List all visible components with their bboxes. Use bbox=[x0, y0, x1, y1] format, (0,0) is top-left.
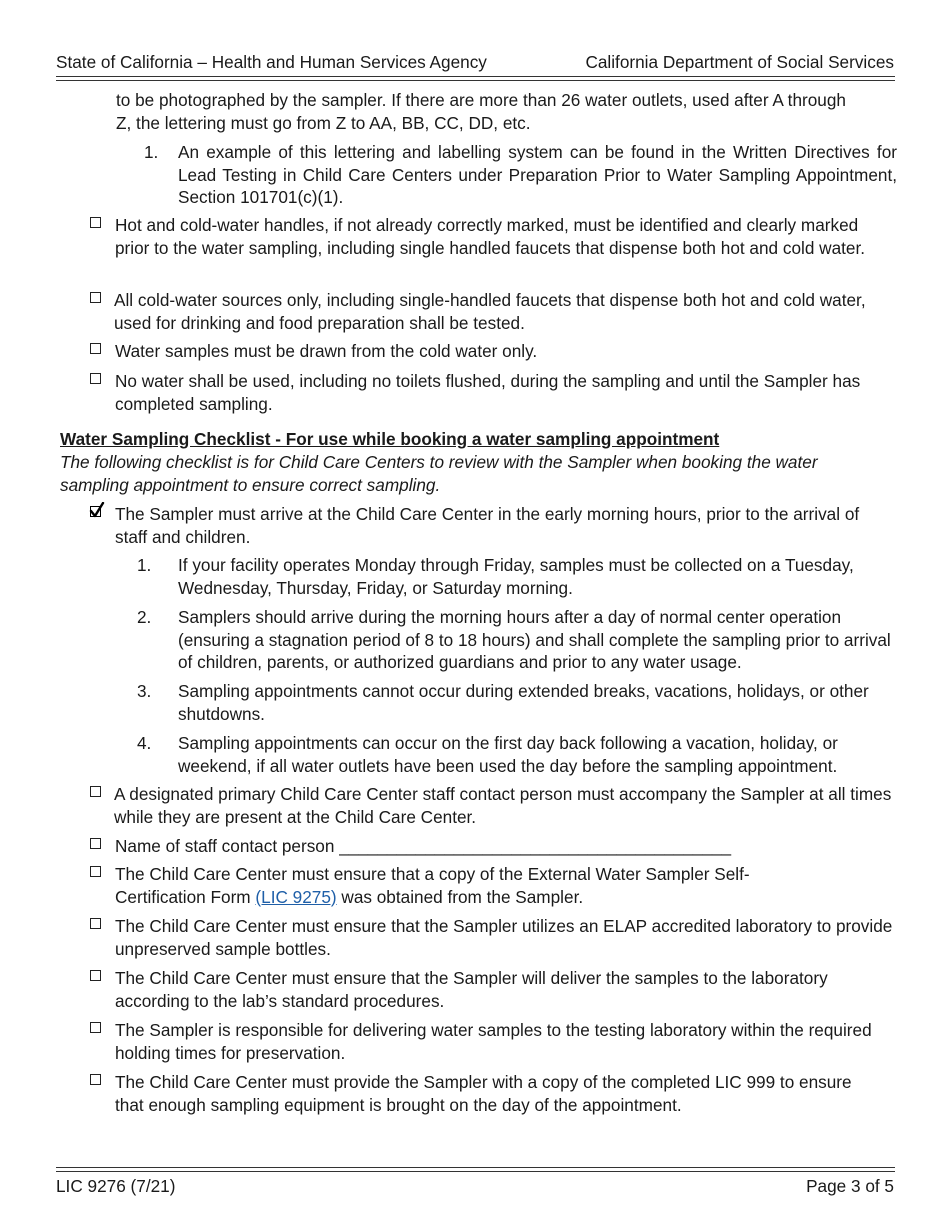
checklist-item: A designated primary Child Care Center staff contact person must accompany the Sampler at all times while they are present at the Child Care Center. bbox=[114, 784, 892, 827]
checklist-item: The Sampler is responsible for delivering water samples to the testing laboratory within the required holding times for preservation. bbox=[115, 1020, 872, 1063]
header-agency: State of California – Health and Human Services Agency bbox=[56, 52, 487, 72]
checkbox[interactable] bbox=[90, 373, 101, 384]
checklist-item: All cold-water sources only, including single-handled faucets that dispense both hot and cold water, used for drinking and food preparation shall be tested. bbox=[114, 290, 866, 333]
checklist-item: The Sampler must arrive at the Child Care Center in the early morning hours, prior to the arrival of staff and children. bbox=[115, 504, 860, 547]
checkbox[interactable] bbox=[90, 1074, 101, 1085]
checkbox[interactable] bbox=[90, 866, 101, 877]
intro-sub-number: 1. bbox=[144, 142, 159, 162]
checklist-item: The Child Care Center must provide the Sampler with a copy of the completed LIC 999 to ensure that enough sampling equipment is brought on the day of the appointment. bbox=[115, 1072, 852, 1115]
checkbox[interactable] bbox=[90, 1022, 101, 1033]
checkbox-checked[interactable] bbox=[90, 506, 101, 517]
sub-item: Sampling appointments cannot occur during extended breaks, vacations, holidays, or other shutdowns. bbox=[178, 681, 869, 724]
footer-rule-bottom bbox=[56, 1171, 895, 1172]
staff-contact-line bbox=[115, 835, 895, 858]
intro-continuation: to be photographed by the sampler. If there are more than 26 water outlets, used after A through Z, the lettering must go from Z to AA, BB, CC, DD, etc. bbox=[116, 90, 846, 133]
sub-number: 1. bbox=[137, 555, 152, 575]
checklist-item: Hot and cold-water handles, if not already correctly marked, must be identified and clearly marked prior to the water sampling, including single handled faucets that dispense both hot and cold water. bbox=[115, 215, 866, 258]
section-heading: Water Sampling Checklist - For use while booking a water sampling appointment bbox=[60, 429, 720, 449]
intro-sub-text: An example of this lettering and labelling system can be found in the Written Directives for Lead Testing in Child Care Centers under Preparation Prior to Water Sampling Appointment, Section 101701(c)(1). bbox=[178, 142, 897, 207]
page-header bbox=[56, 51, 894, 75]
form-text-before: The Child Care Center must ensure that a copy of the External Water Sampler Self-Certification Form bbox=[115, 864, 750, 907]
section-intro: The following checklist is for Child Care Centers to review with the Sampler when booking the water sampling appointment to ensure correct sampling. bbox=[60, 452, 818, 495]
sub-number: 3. bbox=[137, 681, 152, 701]
sub-item: If your facility operates Monday through Friday, samples must be collected on a Tuesday, Wednesday, Thursday, Friday, or Saturday morning. bbox=[178, 555, 854, 598]
sub-number: 4. bbox=[137, 733, 152, 753]
staff-contact-label: Name of staff contact person bbox=[115, 836, 335, 856]
checkbox[interactable] bbox=[90, 786, 101, 797]
checkbox[interactable] bbox=[90, 217, 101, 228]
checkbox[interactable] bbox=[90, 838, 101, 849]
checklist-item bbox=[115, 863, 835, 908]
header-department: California Department of Social Services bbox=[585, 52, 894, 72]
footer-rule-top bbox=[56, 1167, 895, 1168]
lic-9275-link[interactable]: (LIC 9275) bbox=[255, 886, 337, 907]
checkbox[interactable] bbox=[90, 970, 101, 981]
sub-item: Samplers should arrive during the morning hours after a day of normal center operation (ensuring a stagnation period of 8 to 18 hours) and shall complete the sampling prior to arrival of children, parents, or authorized guardians and prior to any water usage. bbox=[178, 607, 891, 672]
checkbox[interactable] bbox=[90, 292, 101, 303]
form-text-after: was obtained from the Sampler. bbox=[341, 886, 584, 907]
sub-item: Sampling appointments can occur on the first day back following a vacation, holiday, or weekend, if all water outlets have been used the day before the sampling appointment. bbox=[178, 733, 838, 776]
sub-number: 2. bbox=[137, 607, 152, 627]
checkmark-icon bbox=[89, 502, 105, 518]
page-number: Page 3 of 5 bbox=[806, 1176, 894, 1196]
checkbox[interactable] bbox=[90, 343, 101, 354]
header-rule-top bbox=[56, 76, 895, 77]
checklist-item: The Child Care Center must ensure that the Sampler will deliver the samples to the laboratory according to the lab’s standard procedures. bbox=[115, 968, 828, 1011]
checkbox[interactable] bbox=[90, 918, 101, 929]
form-number: LIC 9276 (7/21) bbox=[56, 1176, 176, 1196]
header-rule-bottom bbox=[56, 80, 895, 81]
checklist-item: Water samples must be drawn from the cold water only. bbox=[115, 341, 538, 361]
staff-contact-field[interactable]: _________________________________________ bbox=[339, 836, 732, 856]
checklist-item: No water shall be used, including no toilets flushed, during the sampling and until the Sampler has completed sampling. bbox=[115, 371, 861, 414]
checklist-item: The Child Care Center must ensure that the Sampler utilizes an ELAP accredited laboratory to provide unpreserved sample bottles. bbox=[115, 916, 893, 959]
